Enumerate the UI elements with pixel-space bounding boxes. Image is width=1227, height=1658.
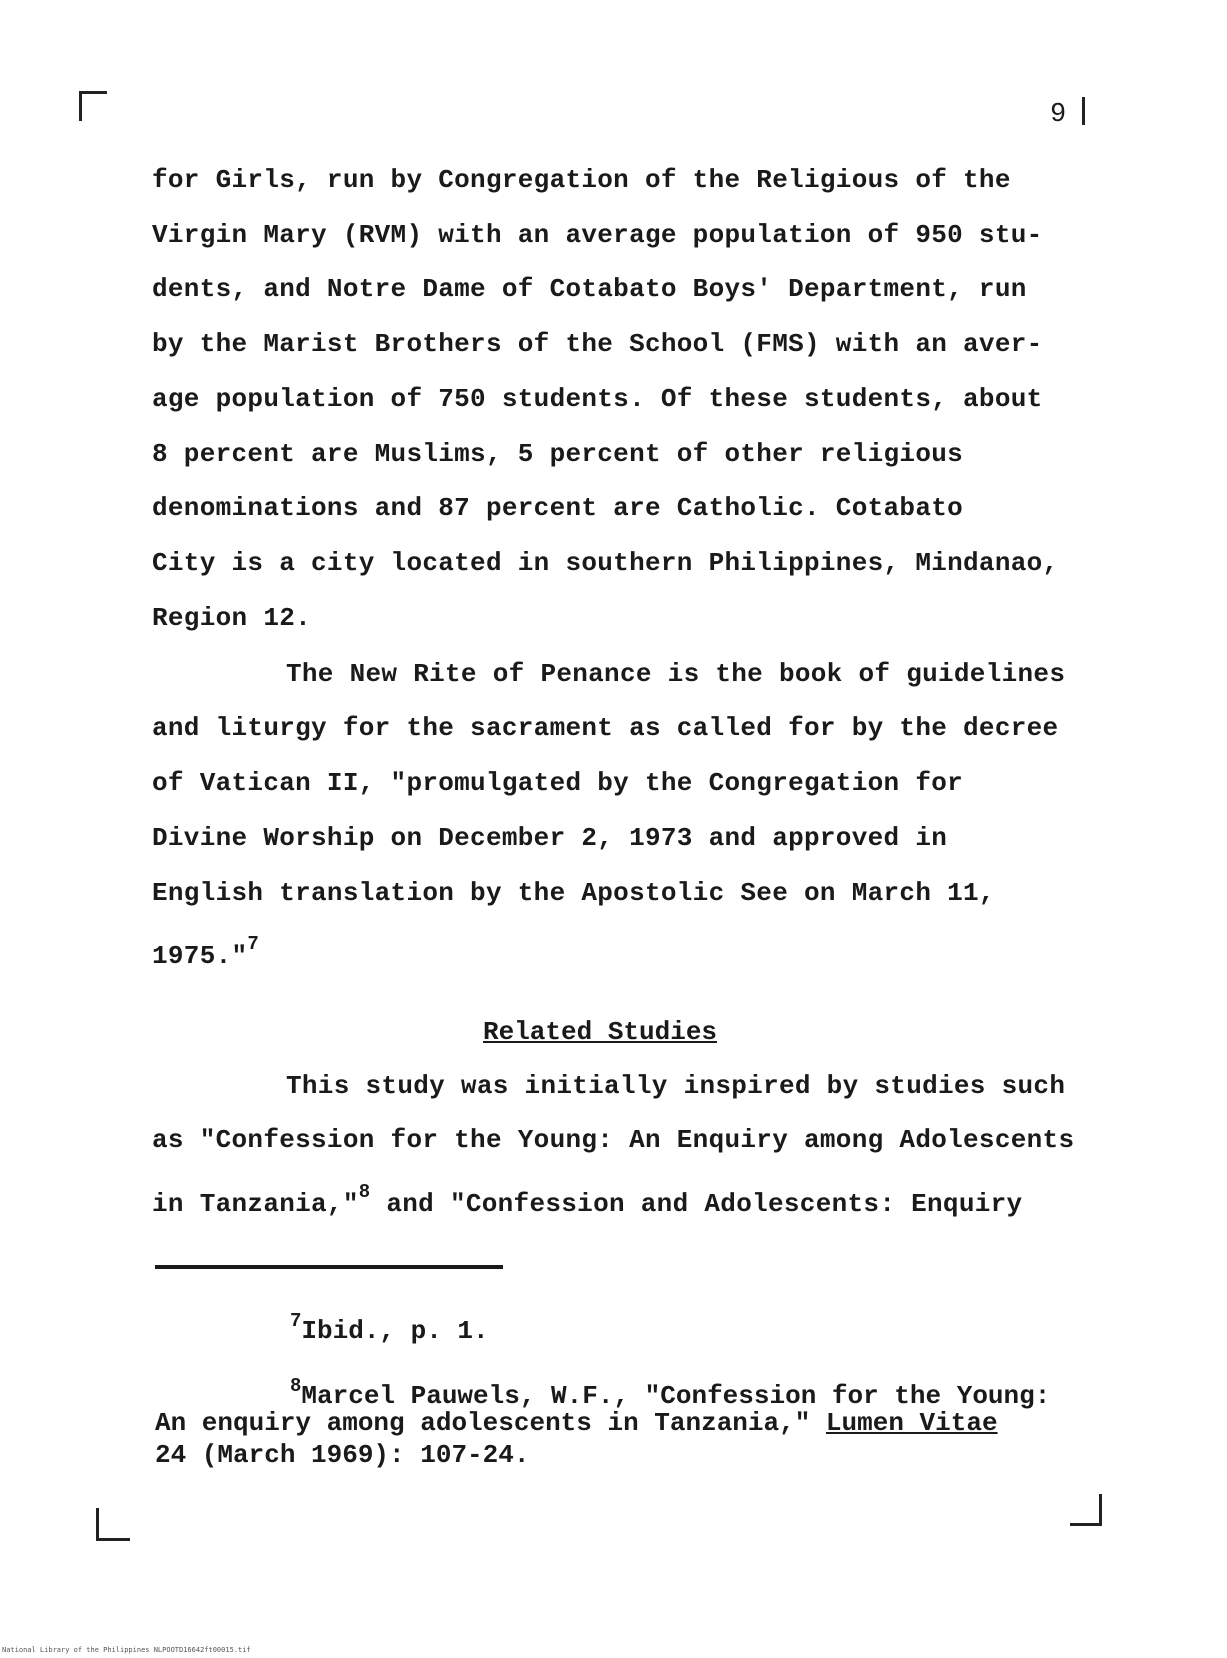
- crop-mark-bottom-right-v: [1099, 1494, 1102, 1526]
- page-number: 9: [1050, 100, 1067, 130]
- footnote-ref: 8: [358, 1181, 371, 1203]
- crop-mark-top-left-h: [79, 91, 107, 94]
- text-fragment: 1975.": [152, 941, 248, 971]
- text-line: English translation by the Apostolic See on March 11,: [152, 878, 995, 908]
- text-line: Region 12.: [152, 603, 312, 633]
- journal-title: Lumen Vitae: [825, 1408, 998, 1438]
- text-fragment: and "Confession and Adolescents: Enquiry: [370, 1189, 1023, 1219]
- text-fragment: in Tanzania,": [152, 1189, 359, 1219]
- text-line: 8 percent are Muslims, 5 percent of other religious: [152, 439, 964, 469]
- footnote-7: [290, 1310, 489, 1346]
- crop-mark-bottom-left-v: [96, 1508, 99, 1540]
- text-line: City is a city located in southern Philippines, Mindanao,: [152, 548, 1059, 578]
- scan-footer: National Library of the Philippines NLPOOTD16642ft00015.tif: [2, 1646, 251, 1654]
- crop-mark-top-left-v: [79, 91, 82, 121]
- footnote-text: Marcel Pauwels, W.F., "Confession for the Young:: [301, 1381, 1051, 1411]
- crop-mark-top-right-v: [1082, 97, 1085, 125]
- footnote-separator: [155, 1265, 503, 1269]
- section-heading: Related Studies: [483, 1017, 718, 1047]
- text-line: dents, and Notre Dame of Cotabato Boys' Department, run: [152, 274, 1027, 304]
- crop-mark-bottom-right-h: [1070, 1523, 1100, 1526]
- footnote-8: [290, 1375, 1050, 1411]
- text-line: [152, 933, 259, 971]
- crop-mark-bottom-left-h: [96, 1538, 130, 1541]
- text-line: denominations and 87 percent are Catholic. Cotabato: [152, 493, 964, 523]
- text-line: as "Confession for the Young: An Enquiry among Adolescents: [152, 1125, 1075, 1155]
- text-line: The New Rite of Penance is the book of guidelines: [286, 659, 1066, 689]
- footnote-ref: 7: [247, 933, 260, 955]
- text-line: [152, 1181, 1022, 1219]
- text-line: of Vatican II, "promulgated by the Congregation for: [152, 768, 964, 798]
- text-line: by the Marist Brothers of the School (FMS) with an aver-: [152, 329, 1043, 359]
- text-line: This study was initially inspired by studies such: [286, 1071, 1066, 1101]
- footnote-text: Ibid., p. 1.: [301, 1316, 489, 1346]
- text-line: and liturgy for the sacrament as called for by the decree: [152, 713, 1059, 743]
- footnote-8-line-3: 24 (March 1969): 107-24.: [155, 1440, 530, 1470]
- text-line: Virgin Mary (RVM) with an average population of 950 stu-: [152, 220, 1043, 250]
- text-line: for Girls, run by Congregation of the Religious of the: [152, 165, 1011, 195]
- text-line: Divine Worship on December 2, 1973 and approved in: [152, 823, 948, 853]
- text-line: age population of 750 students. Of these students, about: [152, 384, 1043, 414]
- footnote-8-line-2: [155, 1408, 998, 1438]
- footnote-number: 7: [290, 1310, 302, 1332]
- footnote-number: 8: [290, 1375, 302, 1397]
- footnote-text: An enquiry among adolescents in Tanzania,": [155, 1408, 826, 1438]
